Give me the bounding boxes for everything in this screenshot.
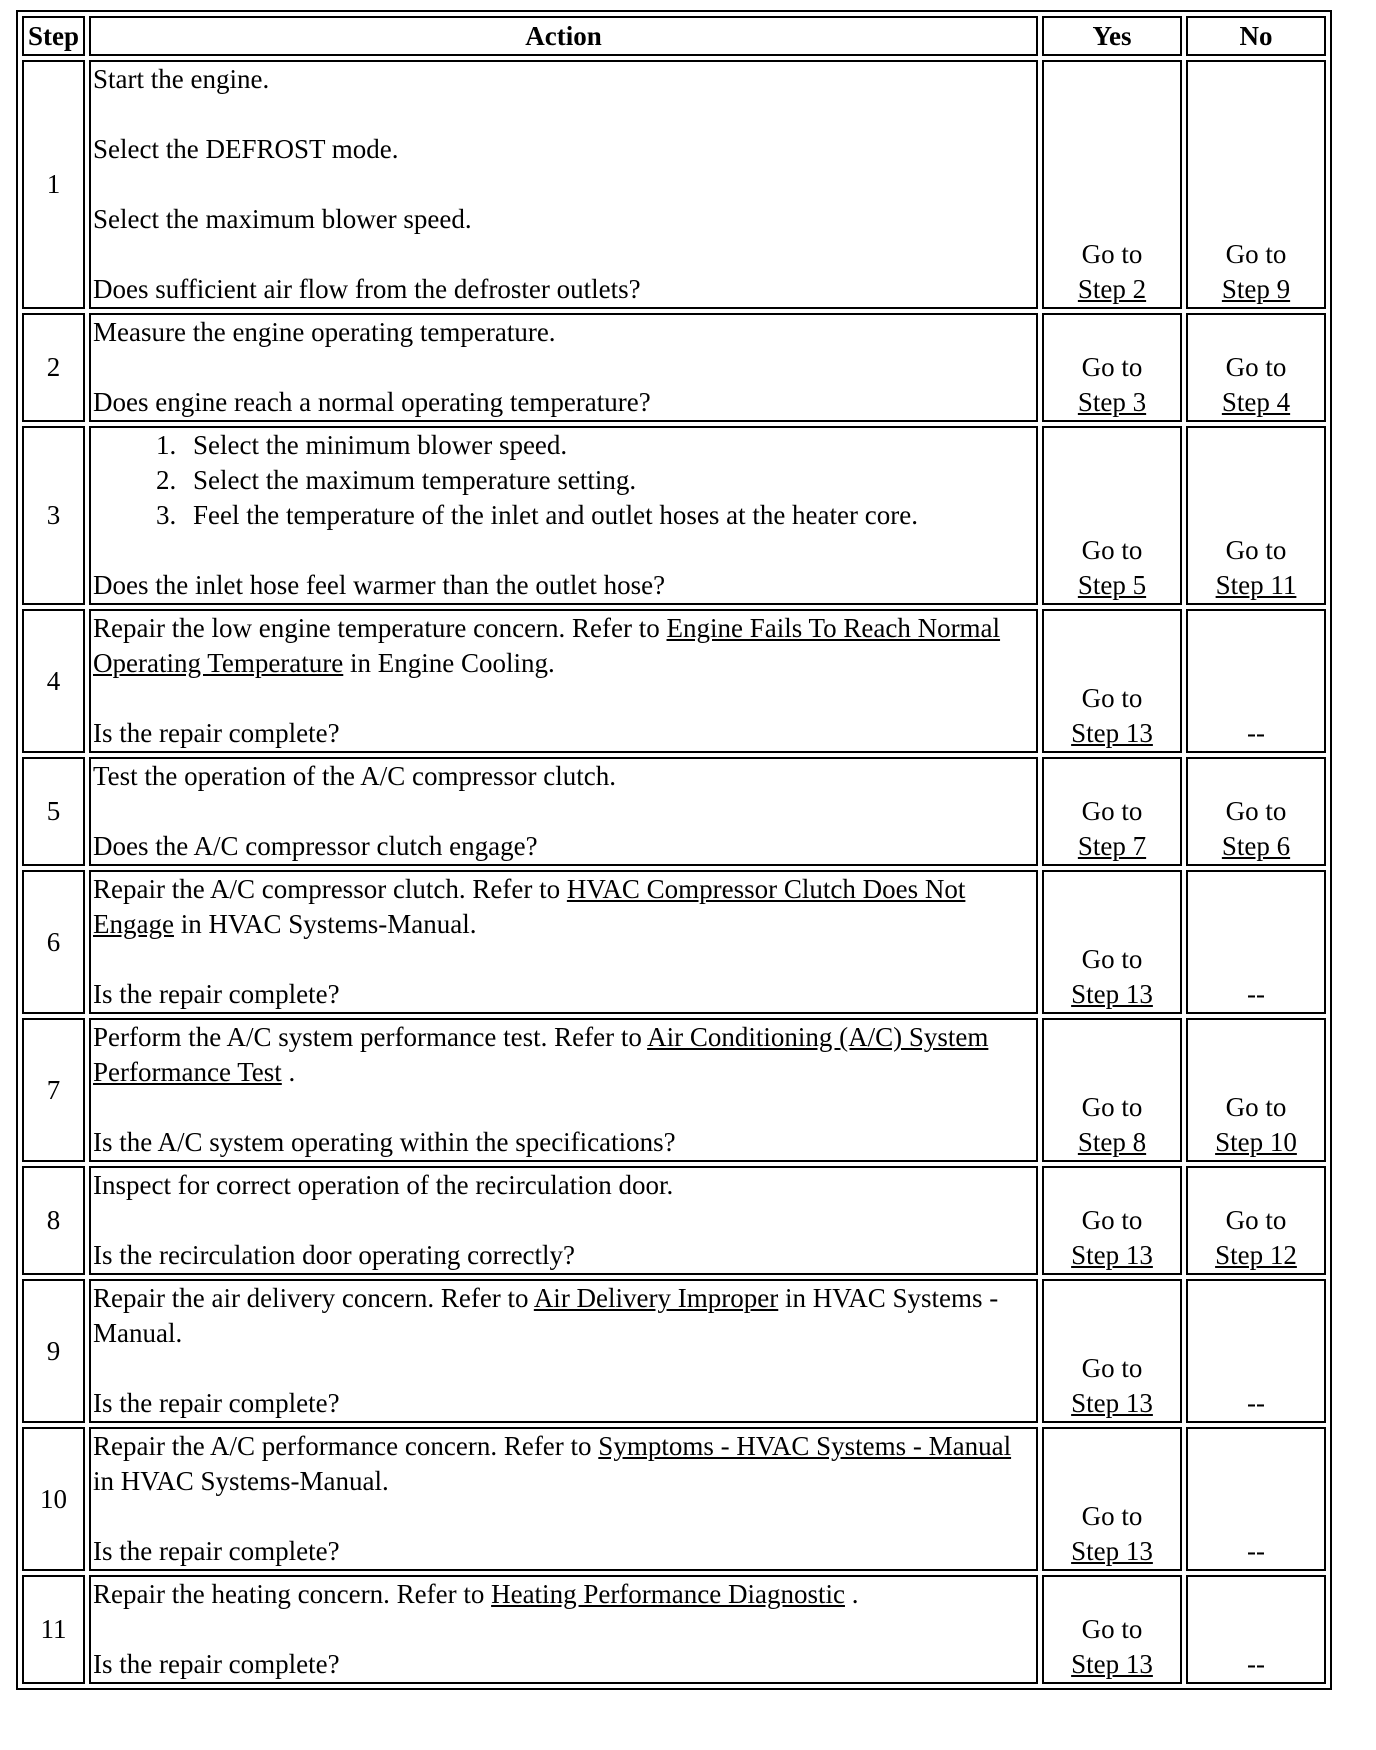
action-text: Does sufficient air flow from the defroster outlets? <box>93 274 641 304</box>
action-cell <box>89 1427 1038 1571</box>
no-cell <box>1186 1018 1326 1162</box>
yes-goto-label: Go to <box>1081 1614 1143 1644</box>
action-text: Repair the A/C compressor clutch. Refer to <box>93 874 567 904</box>
step-number: 4 <box>22 609 85 753</box>
action-sub-steps <box>93 428 1034 533</box>
action-text: Test the operation of the A/C compressor clutch. <box>93 761 616 791</box>
no-cell <box>1186 757 1326 866</box>
action-text: Perform the A/C system performance test. Refer to <box>93 1022 648 1052</box>
action-text: Does engine reach a normal operating temperature? <box>93 387 651 417</box>
action-text: Inspect for correct operation of the recirculation door. <box>93 1170 674 1200</box>
yes-cell <box>1042 609 1182 753</box>
step-number: 8 <box>22 1166 85 1275</box>
yes-step-link[interactable]: Step 13 <box>1071 1649 1153 1679</box>
action-cell <box>89 60 1038 309</box>
action-text: Select the maximum blower speed. <box>93 204 472 234</box>
action-text: Is the repair complete? <box>93 718 340 748</box>
action-question <box>93 568 1034 603</box>
action-instruction <box>93 1577 1034 1612</box>
header-yes: Yes <box>1042 16 1182 56</box>
sub-step-item: 3. Feel the temperature of the inlet and outlet hoses at the heater core. <box>183 498 1034 533</box>
yes-cell <box>1042 1279 1182 1423</box>
no-not-applicable: -- <box>1247 1536 1265 1566</box>
no-goto-label: Go to <box>1225 796 1287 826</box>
no-goto-label: Go to <box>1225 1092 1287 1122</box>
action-text: . <box>281 1057 296 1087</box>
no-not-applicable: -- <box>1247 718 1265 748</box>
no-cell <box>1186 1427 1326 1571</box>
table-row <box>22 60 1326 309</box>
step-number: 11 <box>22 1575 85 1684</box>
yes-cell <box>1042 1166 1182 1275</box>
no-step-link[interactable]: Step 6 <box>1221 831 1291 861</box>
yes-cell <box>1042 426 1182 605</box>
no-step-link[interactable]: Step 9 <box>1221 274 1291 304</box>
yes-step-link[interactable]: Step 13 <box>1071 1536 1153 1566</box>
yes-cell <box>1042 870 1182 1014</box>
action-instruction <box>93 1020 1034 1090</box>
action-text: Is the A/C system operating within the specifications? <box>93 1127 676 1157</box>
action-instruction <box>93 1429 1034 1499</box>
action-cell <box>89 870 1038 1014</box>
no-goto-label: Go to <box>1225 1205 1287 1235</box>
no-cell <box>1186 1166 1326 1275</box>
header-no: No <box>1186 16 1326 56</box>
action-text: Is the repair complete? <box>93 1649 340 1679</box>
header-row <box>22 16 1326 56</box>
action-question <box>93 1386 1034 1421</box>
action-text: Is the repair complete? <box>93 1536 340 1566</box>
header-step: Step <box>22 16 85 56</box>
step-number: 10 <box>22 1427 85 1571</box>
table-row <box>22 426 1326 605</box>
reference-link[interactable]: Symptoms - HVAC Systems - Manual <box>598 1431 1012 1461</box>
action-text: Measure the engine operating temperature. <box>93 317 556 347</box>
no-step-link[interactable]: Step 11 <box>1215 570 1297 600</box>
yes-goto-label: Go to <box>1081 683 1143 713</box>
action-text: Repair the air delivery concern. Refer to <box>93 1283 534 1313</box>
yes-step-link[interactable]: Step 13 <box>1071 1388 1153 1418</box>
table-row <box>22 1018 1326 1162</box>
action-text: Is the repair complete? <box>93 1388 340 1418</box>
yes-cell <box>1042 1427 1182 1571</box>
yes-step-link[interactable]: Step 7 <box>1077 831 1147 861</box>
yes-goto-label: Go to <box>1081 944 1143 974</box>
action-text: in Engine Cooling. <box>343 648 555 678</box>
no-cell <box>1186 870 1326 1014</box>
action-question <box>93 272 1034 307</box>
yes-step-link[interactable]: Step 13 <box>1071 1240 1153 1270</box>
table-row <box>22 757 1326 866</box>
action-cell <box>89 609 1038 753</box>
action-instruction <box>93 315 1034 350</box>
action-instruction <box>93 62 1034 97</box>
action-instruction <box>93 872 1034 942</box>
no-cell <box>1186 60 1326 309</box>
action-instruction <box>93 759 1034 794</box>
action-text: Is the repair complete? <box>93 979 340 1009</box>
yes-step-link[interactable]: Step 5 <box>1077 570 1147 600</box>
no-cell <box>1186 313 1326 422</box>
yes-cell <box>1042 1018 1182 1162</box>
action-text: . <box>844 1579 859 1609</box>
action-cell <box>89 1018 1038 1162</box>
step-number: 2 <box>22 313 85 422</box>
yes-goto-label: Go to <box>1081 796 1143 826</box>
yes-step-link[interactable]: Step 3 <box>1077 387 1147 417</box>
yes-goto-label: Go to <box>1081 1353 1143 1383</box>
action-text: Repair the low engine temperature concern. Refer to <box>93 613 667 643</box>
table-row <box>22 870 1326 1014</box>
reference-link[interactable]: Air Delivery Improper <box>533 1283 779 1313</box>
step-number: 9 <box>22 1279 85 1423</box>
action-cell <box>89 313 1038 422</box>
no-cell <box>1186 1575 1326 1684</box>
action-text: Repair the heating concern. Refer to <box>93 1579 492 1609</box>
action-cell <box>89 757 1038 866</box>
action-text: Repair the A/C performance concern. Refer to <box>93 1431 599 1461</box>
yes-goto-label: Go to <box>1081 352 1143 382</box>
step-number: 5 <box>22 757 85 866</box>
header-action: Action <box>89 16 1038 56</box>
step-number: 1 <box>22 60 85 309</box>
yes-cell <box>1042 1575 1182 1684</box>
action-text: in HVAC Systems-Manual. <box>173 909 477 939</box>
action-cell <box>89 426 1038 605</box>
diagnostic-table <box>16 10 1332 1690</box>
action-question <box>93 1125 1034 1160</box>
action-instruction <box>93 1281 1034 1351</box>
yes-cell <box>1042 60 1182 309</box>
table-row <box>22 313 1326 422</box>
table-row <box>22 609 1326 753</box>
table-row <box>22 1279 1326 1423</box>
reference-link[interactable]: Heating Performance Diagnostic <box>491 1579 845 1609</box>
action-cell <box>89 1166 1038 1275</box>
table-row <box>22 1166 1326 1275</box>
action-question <box>93 1647 1034 1682</box>
reference-link[interactable]: Air Conditioning (A/C) System Performance Test <box>93 1022 989 1087</box>
action-text: in HVAC Systems-Manual. <box>93 1466 389 1496</box>
action-text: Start the engine. <box>93 64 270 94</box>
yes-goto-label: Go to <box>1081 239 1143 269</box>
no-step-link[interactable]: Step 10 <box>1215 1127 1297 1157</box>
table-row <box>22 1575 1326 1684</box>
action-question <box>93 1534 1034 1569</box>
no-goto-label: Go to <box>1225 239 1287 269</box>
yes-goto-label: Go to <box>1081 1501 1143 1531</box>
yes-goto-label: Go to <box>1081 1092 1143 1122</box>
yes-goto-label: Go to <box>1081 535 1143 565</box>
diagnostic-table-container <box>16 10 1332 1690</box>
no-not-applicable: -- <box>1247 1649 1265 1679</box>
no-step-link[interactable]: Step 12 <box>1215 1240 1297 1270</box>
sub-step-item: 1. Select the minimum blower speed. <box>183 428 1034 463</box>
action-instruction <box>93 1168 1034 1203</box>
no-goto-label: Go to <box>1225 535 1287 565</box>
action-question <box>93 1238 1034 1273</box>
action-instruction <box>93 132 1034 167</box>
no-step-link[interactable]: Step 4 <box>1221 387 1291 417</box>
action-question <box>93 716 1034 751</box>
reference-link[interactable]: HVAC Compressor Clutch Does Not Engage <box>93 874 966 939</box>
no-cell <box>1186 1279 1326 1423</box>
action-text: Select the DEFROST mode. <box>93 134 399 164</box>
action-text: Is the recirculation door operating correctly? <box>93 1240 576 1270</box>
yes-step-link[interactable]: Step 2 <box>1077 274 1147 304</box>
action-text: in HVAC Systems - Manual. <box>93 1283 999 1348</box>
action-question <box>93 977 1034 1012</box>
action-text: Does the inlet hose feel warmer than the outlet hose? <box>93 570 666 600</box>
step-number: 3 <box>22 426 85 605</box>
table-row <box>22 1427 1326 1571</box>
yes-step-link[interactable]: Step 13 <box>1071 718 1153 748</box>
yes-cell <box>1042 757 1182 866</box>
yes-step-link[interactable]: Step 13 <box>1071 979 1153 1009</box>
action-question <box>93 829 1034 864</box>
no-cell <box>1186 426 1326 605</box>
step-number: 6 <box>22 870 85 1014</box>
yes-goto-label: Go to <box>1081 1205 1143 1235</box>
reference-link[interactable]: Engine Fails To Reach Normal Operating Temperature <box>93 613 1001 678</box>
action-text: Does the A/C compressor clutch engage? <box>93 831 538 861</box>
action-instruction <box>93 611 1034 681</box>
sub-step-item: 2. Select the maximum temperature setting. <box>183 463 1034 498</box>
yes-step-link[interactable]: Step 8 <box>1077 1127 1147 1157</box>
no-not-applicable: -- <box>1247 1388 1265 1418</box>
action-cell <box>89 1279 1038 1423</box>
no-not-applicable: -- <box>1247 979 1265 1009</box>
step-number: 7 <box>22 1018 85 1162</box>
no-cell <box>1186 609 1326 753</box>
no-goto-label: Go to <box>1225 352 1287 382</box>
action-cell <box>89 1575 1038 1684</box>
action-question <box>93 385 1034 420</box>
action-instruction <box>93 202 1034 237</box>
yes-cell <box>1042 313 1182 422</box>
